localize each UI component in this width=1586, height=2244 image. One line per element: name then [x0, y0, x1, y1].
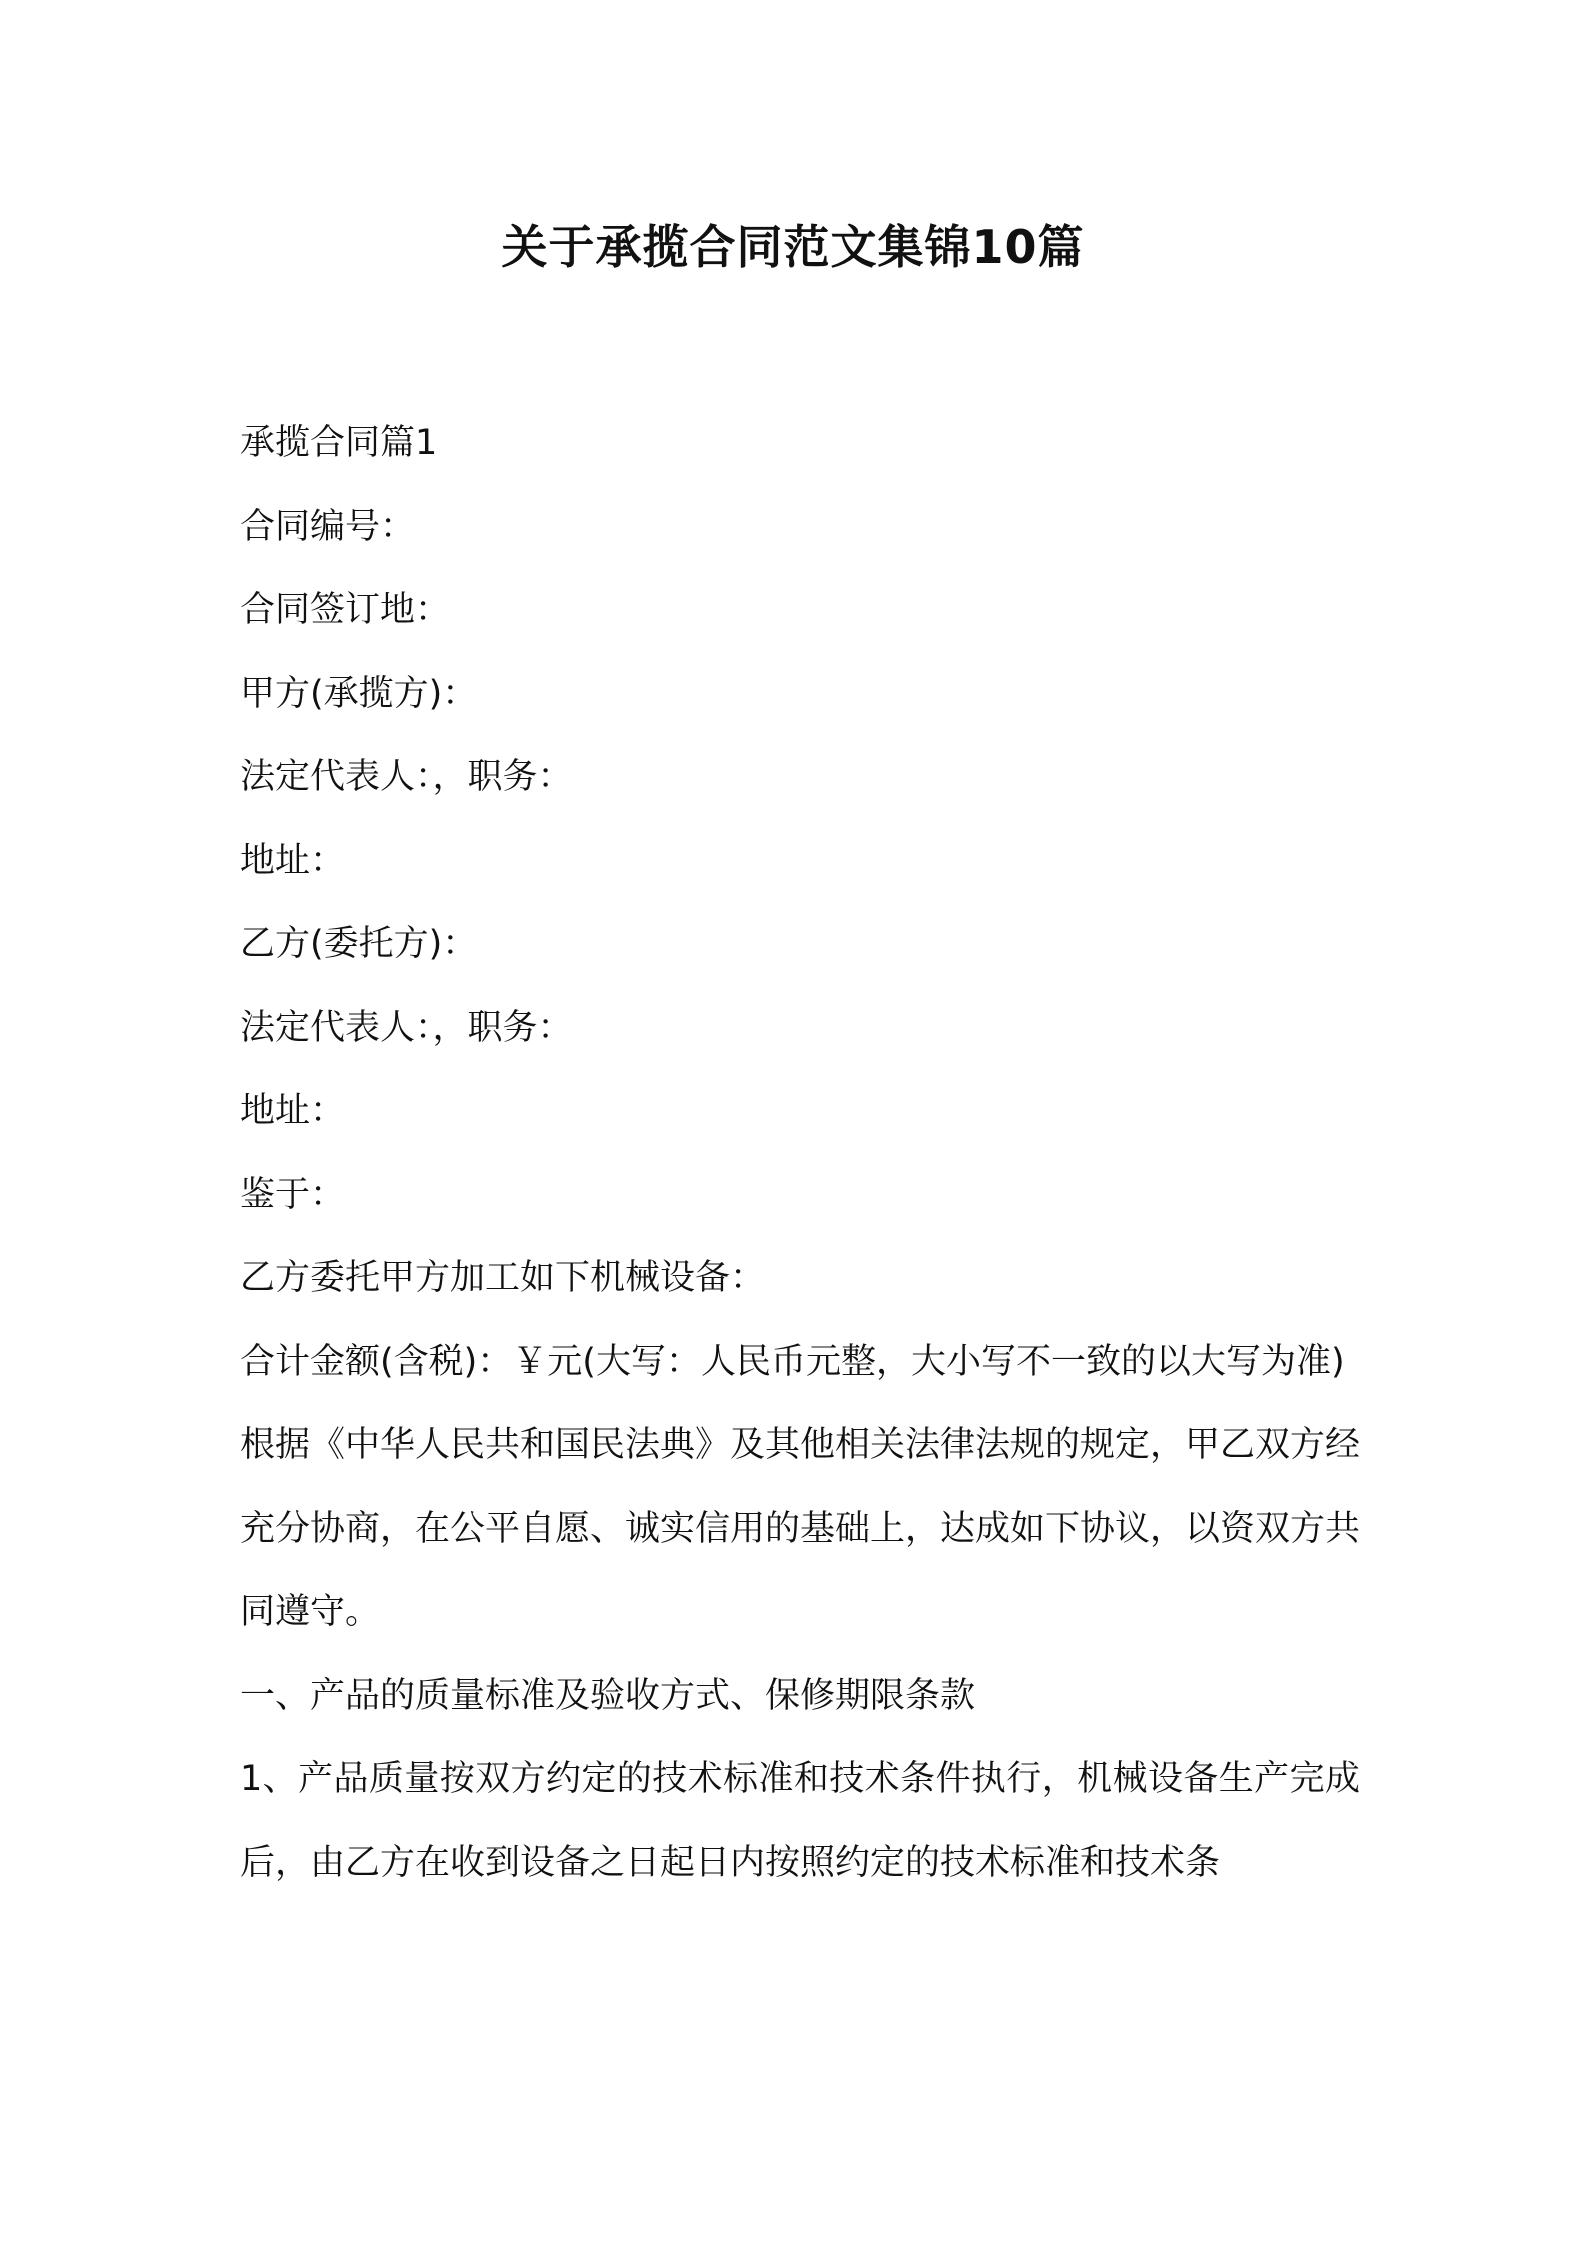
paragraph-legal-basis: 根据《中华人民共和国民法典》及其他相关法律法规的规定，甲乙双方经充分协商，在公平自愿、诚实信用的基础上，达成如下协议，以资双方共同遵守。 [240, 1425, 1361, 1632]
document-title: 关于承揽合同范文集锦10篇 [501, 220, 1085, 274]
paragraph-party-a: 甲方(承揽方)： [240, 673, 478, 714]
paragraph-party-b: 乙方(委托方)： [240, 924, 478, 964]
paragraph-party-b-representative: 法定代表人：，职务： [240, 1007, 573, 1048]
paragraph-contract-number: 合同编号： [240, 506, 416, 547]
paragraph-party-a-representative: 法定代表人：，职务： [240, 757, 573, 797]
paragraph-commission: 乙方委托甲方加工如下机械设备： [240, 1258, 766, 1298]
document-body [240, 402, 1360, 1905]
paragraph-signing-place: 合同签订地： [240, 590, 451, 630]
paragraph-party-b-address: 地址： [240, 1091, 346, 1131]
paragraph-whereas: 鉴于： [240, 1174, 346, 1215]
paragraph-total-amount: 合计金额(含税)：￥元(大写：人民币元整，大小写不一致的以大写为准) [240, 1341, 1345, 1382]
paragraph-clause-1: 1、产品质量按双方约定的技术标准和技术条件执行，机械设备生产完成后，由乙方在收到设备之日起日内按照约定的技术标准和技术条 [240, 1759, 1360, 1883]
paragraph-party-a-address: 地址： [240, 840, 346, 881]
paragraph-section-heading: 承揽合同篇1 [240, 423, 438, 463]
paragraph-clause-heading: 一、产品的质量标准及验收方式、保修期限条款 [240, 1675, 976, 1716]
